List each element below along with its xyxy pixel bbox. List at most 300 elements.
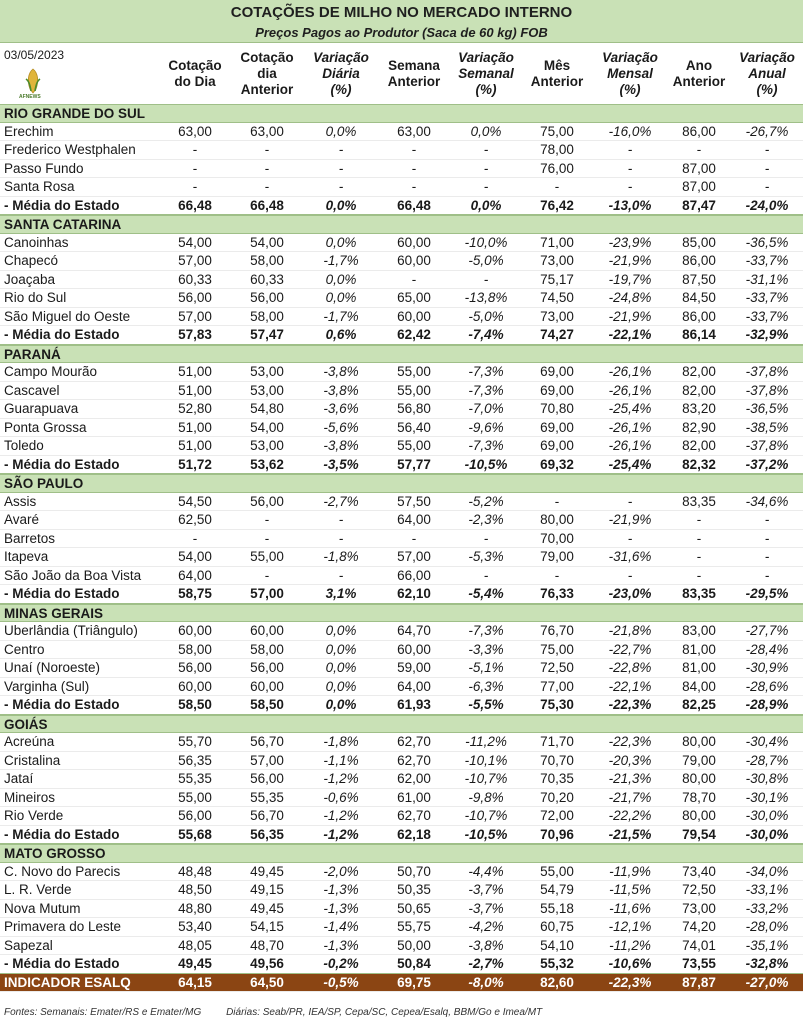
state-average-row <box>0 696 803 715</box>
cell-price: - <box>696 530 702 546</box>
cell-price: 72,50 <box>540 660 574 675</box>
cell-price: 69,00 <box>540 382 574 398</box>
cell-price: 62,50 <box>178 512 212 527</box>
quotation-table <box>0 104 803 992</box>
cell-variation: - <box>764 179 770 194</box>
cell-variation: -22,2% <box>608 808 652 823</box>
row-label: - Média do Estado <box>4 586 120 601</box>
cell-price: 58,00 <box>250 253 284 268</box>
cell-variation: -5,0% <box>468 253 504 268</box>
cell-variation: -6,3% <box>468 678 504 694</box>
cell-price: 53,00 <box>250 438 284 453</box>
cell-price: 49,56 <box>250 956 284 971</box>
column-header-1: Cotação do Dia <box>168 57 222 89</box>
footer-weekly-sources: Fontes: Semanais: Emater/RS e Emater/MG <box>4 1007 202 1018</box>
row-label: - Média do Estado <box>4 956 120 971</box>
city-row <box>0 437 803 456</box>
cell-price: 66,48 <box>397 197 431 213</box>
row-label: - Média do Estado <box>4 826 120 842</box>
cell-price: - <box>696 142 702 157</box>
column-header-5: Variação Semanal (%) <box>458 49 514 97</box>
cell-variation: 0,0% <box>325 678 357 694</box>
row-label: Varginha (Sul) <box>4 678 90 694</box>
cell-variation: -7,3% <box>468 382 504 398</box>
cell-price: 55,00 <box>397 364 431 379</box>
city-row <box>0 123 803 142</box>
cell-variation: - <box>627 530 633 546</box>
cell-price: 50,00 <box>397 937 431 953</box>
cell-price: 73,00 <box>540 308 574 324</box>
cell-variation: 0,0% <box>325 197 357 213</box>
cell-variation: -10,6% <box>608 956 652 971</box>
cell-variation: -3,5% <box>323 456 359 472</box>
cell-price: 57,77 <box>397 456 431 472</box>
cell-price: 55,35 <box>250 789 284 805</box>
cell-price: 87,00 <box>682 160 716 176</box>
cell-price: 75,00 <box>540 123 574 139</box>
cell-variation: -30,0% <box>745 826 789 842</box>
cell-variation: -37,8% <box>745 438 789 453</box>
cell-price: 61,93 <box>397 697 431 712</box>
cell-price: 70,20 <box>540 789 574 805</box>
cell-price: 70,35 <box>540 771 574 786</box>
state-average-row <box>0 585 803 604</box>
cell-variation: -23,0% <box>608 586 652 601</box>
cell-price: 79,00 <box>540 549 574 564</box>
cell-variation: -7,3% <box>468 364 504 379</box>
cell-price: 80,00 <box>682 771 716 786</box>
cell-variation: -7,4% <box>468 327 504 342</box>
cell-price: 63,00 <box>397 123 431 139</box>
cell-variation: -19,7% <box>608 271 652 287</box>
cell-price: 49,45 <box>250 900 284 916</box>
city-row <box>0 752 803 771</box>
cell-variation: - <box>627 567 633 583</box>
city-row <box>0 548 803 567</box>
cell-variation: -22,8% <box>608 660 652 675</box>
city-row <box>0 141 803 160</box>
cell-price: 60,00 <box>397 308 431 324</box>
cell-variation: - <box>338 567 344 583</box>
row-label: GOIÁS <box>4 716 48 732</box>
cell-price: 56,40 <box>397 419 431 435</box>
cell-price: 56,35 <box>178 752 212 768</box>
report-date: 03/05/2023 <box>4 48 65 62</box>
row-label: Erechim <box>4 123 54 139</box>
cell-variation: -3,8% <box>468 937 504 953</box>
city-row <box>0 400 803 419</box>
sheet-title: COTAÇÕES DE MILHO NO MERCADO INTERNO <box>230 4 573 21</box>
cell-variation: -10,7% <box>464 771 508 786</box>
cell-variation: - <box>338 512 344 527</box>
cell-variation: -5,1% <box>468 660 504 675</box>
cell-variation: -11,9% <box>609 863 651 879</box>
cell-price: - <box>411 179 417 194</box>
cell-price: 50,35 <box>397 882 431 897</box>
cell-price: 56,70 <box>250 734 284 749</box>
cell-variation: 0,6% <box>325 327 357 342</box>
state-header-row <box>0 715 803 734</box>
cell-price: 73,00 <box>540 253 574 268</box>
cell-variation: -1,1% <box>323 752 359 768</box>
city-row <box>0 567 803 586</box>
cell-price: 75,00 <box>540 641 574 657</box>
cell-variation: -33,7% <box>745 253 789 268</box>
cell-price: 69,32 <box>540 456 574 472</box>
cell-variation: -32,9% <box>745 327 789 342</box>
cell-price: 62,70 <box>397 734 431 749</box>
cell-variation: -28,9% <box>745 697 789 712</box>
cell-price: 48,70 <box>250 937 284 953</box>
cell-price: 56,00 <box>178 290 212 305</box>
cell-price: - <box>411 530 417 546</box>
city-row <box>0 419 803 438</box>
cell-variation: - <box>764 567 770 583</box>
cell-variation: -36,5% <box>745 401 789 416</box>
cell-price: 60,00 <box>397 641 431 657</box>
cell-price: 54,10 <box>540 937 574 953</box>
cell-variation: -3,8% <box>323 364 359 379</box>
cell-variation: -26,7% <box>745 123 789 139</box>
city-row <box>0 511 803 530</box>
cell-price: - <box>192 142 198 157</box>
cell-price: 58,50 <box>178 697 212 712</box>
cell-price: 56,00 <box>178 808 212 823</box>
cell-price: 56,70 <box>250 808 284 823</box>
cell-price: 54,00 <box>178 549 212 564</box>
cell-variation: -2,7% <box>323 493 359 509</box>
cell-price: 69,00 <box>540 419 574 435</box>
cell-variation: -36,5% <box>745 234 789 250</box>
cell-price: 60,00 <box>250 678 284 694</box>
column-header-8: Ano Anterior <box>672 57 726 89</box>
cell-price: 76,00 <box>540 160 574 176</box>
cell-price: 56,00 <box>250 771 284 786</box>
cell-variation: -16,0% <box>608 123 652 139</box>
cell-price: 64,00 <box>397 512 431 527</box>
city-row <box>0 493 803 512</box>
cell-variation: - <box>483 567 489 583</box>
cell-price: 54,00 <box>250 234 284 250</box>
state-header-row <box>0 474 803 493</box>
cell-price: 80,00 <box>682 808 716 823</box>
cell-price: 77,00 <box>540 678 574 694</box>
cell-variation: -20,3% <box>608 752 652 768</box>
state-header-row <box>0 604 803 623</box>
row-label: Ponta Grossa <box>4 419 87 435</box>
cell-price: 74,27 <box>540 327 574 342</box>
cell-price: 55,35 <box>178 771 212 786</box>
row-label: Mineiros <box>4 789 56 805</box>
row-label: Primavera do Leste <box>4 919 122 934</box>
cell-variation: -1,8% <box>323 734 359 749</box>
row-label: MINAS GERAIS <box>4 605 104 621</box>
cell-price: 86,00 <box>682 253 716 268</box>
city-row <box>0 770 803 789</box>
cell-price: 63,00 <box>250 123 284 139</box>
cell-variation: -10,1% <box>464 752 508 768</box>
cell-variation: -1,4% <box>323 919 359 934</box>
cell-variation: -34,6% <box>745 493 789 509</box>
cell-price: 64,15 <box>178 974 212 990</box>
cell-price: - <box>264 567 270 583</box>
cell-variation: -37,8% <box>745 382 789 398</box>
cell-price: - <box>192 179 198 194</box>
cell-variation: 0,0% <box>325 623 357 638</box>
cell-price: 57,00 <box>178 308 212 324</box>
row-label: Assis <box>4 493 37 509</box>
logo-text: AFNEWS <box>19 94 41 100</box>
state-header-row <box>0 104 803 123</box>
state-header-row <box>0 844 803 863</box>
cell-variation: -11,5% <box>609 882 651 897</box>
cell-variation: -11,2% <box>609 937 651 953</box>
column-header <box>0 43 803 104</box>
cell-variation: -33,7% <box>745 290 789 305</box>
cell-price: 82,00 <box>682 438 716 453</box>
cell-price: 74,20 <box>682 919 716 934</box>
city-row <box>0 382 803 401</box>
cell-variation: - <box>338 160 344 176</box>
cell-variation: -30,9% <box>745 660 789 675</box>
cell-price: 76,70 <box>540 623 574 638</box>
cell-variation: -37,2% <box>745 456 789 472</box>
cell-variation: -24,0% <box>745 197 789 213</box>
cell-variation: -28,6% <box>745 678 789 694</box>
cell-price: 84,50 <box>682 290 716 305</box>
cell-price: 58,50 <box>250 697 284 712</box>
cell-price: 57,00 <box>250 586 284 601</box>
row-label: Jataí <box>4 771 34 786</box>
cell-price: 54,00 <box>250 419 284 435</box>
row-label: São João da Boa Vista <box>4 567 142 583</box>
cell-price: 63,00 <box>178 123 212 139</box>
cell-variation: -5,4% <box>468 586 504 601</box>
title-bar <box>0 0 803 43</box>
cell-variation: -3,3% <box>468 641 504 657</box>
cell-variation: -2,3% <box>468 512 504 527</box>
cell-variation: - <box>764 160 770 176</box>
cell-price: 60,00 <box>178 623 212 638</box>
cell-price: 52,80 <box>178 401 212 416</box>
cell-price: 62,70 <box>397 752 431 768</box>
city-row <box>0 178 803 197</box>
row-label: Centro <box>4 641 45 657</box>
cell-variation: 0,0% <box>325 697 357 712</box>
cell-price: 60,00 <box>250 623 284 638</box>
cell-variation: - <box>338 179 344 194</box>
row-label: - Média do Estado <box>4 197 120 213</box>
cell-variation: -22,1% <box>608 678 652 694</box>
cell-variation: -22,7% <box>608 641 652 657</box>
cell-price: 73,40 <box>682 863 716 879</box>
row-label: MATO GROSSO <box>4 846 106 861</box>
cell-price: 85,00 <box>682 234 716 250</box>
cell-price: 82,00 <box>682 382 716 398</box>
city-row <box>0 733 803 752</box>
cell-price: 55,68 <box>178 826 212 842</box>
cell-price: - <box>264 530 270 546</box>
cell-price: 76,33 <box>540 586 574 601</box>
cell-price: 62,10 <box>397 586 431 601</box>
cell-variation: -34,0% <box>745 863 789 879</box>
row-label: Nova Mutum <box>4 900 81 916</box>
cell-variation: -0,5% <box>323 974 359 990</box>
row-label: Campo Mourão <box>4 364 98 379</box>
row-label: Guarapuava <box>4 401 79 416</box>
cell-variation: -3,7% <box>468 900 504 916</box>
corn-logo-icon <box>22 67 44 95</box>
cell-variation: -37,8% <box>745 364 789 379</box>
cell-variation: -10,0% <box>464 234 508 250</box>
cell-variation: 0,0% <box>325 290 357 305</box>
row-label: L. R. Verde <box>4 882 72 897</box>
cell-variation: 0,0% <box>325 123 357 139</box>
city-row <box>0 881 803 900</box>
city-row <box>0 252 803 271</box>
cell-variation: -3,7% <box>468 882 504 897</box>
cell-price: 75,30 <box>540 697 574 712</box>
cell-price: 82,32 <box>682 456 716 472</box>
cell-variation: -22,1% <box>608 327 652 342</box>
cell-price: 55,00 <box>178 789 212 805</box>
row-label: - Média do Estado <box>4 327 120 342</box>
cell-price: 48,48 <box>178 863 212 879</box>
cell-price: 69,75 <box>397 974 431 990</box>
cell-price: - <box>696 512 702 527</box>
cell-variation: -30,0% <box>745 808 789 823</box>
city-row <box>0 900 803 919</box>
row-label: Rio Verde <box>4 808 64 823</box>
cell-variation: -5,3% <box>468 549 504 564</box>
cell-variation: -22,3% <box>608 734 652 749</box>
cell-price: 53,00 <box>250 364 284 379</box>
cell-price: 86,00 <box>682 123 716 139</box>
cell-variation: -22,3% <box>608 697 652 712</box>
cell-price: 64,00 <box>397 678 431 694</box>
cell-price: 51,00 <box>178 364 212 379</box>
cell-price: 60,00 <box>178 678 212 694</box>
cell-price: 50,84 <box>397 956 431 971</box>
column-header-9: Variação Anual (%) <box>739 49 795 97</box>
cell-variation: 0,0% <box>470 123 502 139</box>
cell-price: 70,80 <box>540 401 574 416</box>
cell-price: 87,47 <box>682 197 716 213</box>
cell-variation: -28,4% <box>745 641 789 657</box>
state-average-row <box>0 326 803 345</box>
cell-variation: 0,0% <box>470 197 502 213</box>
cell-variation: -1,7% <box>323 253 359 268</box>
cell-variation: - <box>764 512 770 527</box>
cell-price: 50,65 <box>397 900 431 916</box>
cell-price: 65,00 <box>397 290 431 305</box>
cell-price: 54,15 <box>250 919 284 934</box>
cell-price: - <box>264 160 270 176</box>
cell-variation: -3,6% <box>323 401 359 416</box>
cell-variation: -33,7% <box>745 308 789 324</box>
cell-variation: - <box>764 530 770 546</box>
cell-variation: -8,0% <box>468 974 504 990</box>
cell-price: 50,70 <box>397 863 431 879</box>
cell-price: 81,00 <box>682 641 716 657</box>
cell-price: 57,00 <box>178 253 212 268</box>
cell-price: 87,50 <box>682 271 716 287</box>
row-label: Rio do Sul <box>4 290 67 305</box>
cell-price: 64,50 <box>250 974 284 990</box>
cell-variation: -7,3% <box>468 438 504 453</box>
cell-price: 56,35 <box>250 826 284 842</box>
cell-variation: 3,1% <box>325 586 357 601</box>
cell-variation: - <box>483 142 489 157</box>
cell-price: - <box>411 142 417 157</box>
cell-variation: -5,2% <box>468 493 504 509</box>
row-label: Chapecó <box>4 253 59 268</box>
cell-price: 59,00 <box>397 660 431 675</box>
cell-variation: -25,4% <box>608 456 652 472</box>
cell-price: 82,25 <box>682 697 716 712</box>
row-label: Toledo <box>4 438 44 453</box>
cell-price: 83,20 <box>682 401 716 416</box>
cell-variation: -24,8% <box>608 290 652 305</box>
cell-variation: -2,7% <box>468 956 504 971</box>
cell-variation: -9,6% <box>468 419 504 435</box>
cell-variation: -5,0% <box>468 308 504 324</box>
cell-price: 71,00 <box>540 234 574 250</box>
cell-price: 73,55 <box>682 956 716 971</box>
cell-variation: -30,1% <box>745 789 789 805</box>
cell-variation: -32,8% <box>745 956 789 971</box>
cell-variation: - <box>483 160 489 176</box>
cell-price: 70,00 <box>540 530 574 546</box>
row-label: PARANÁ <box>4 346 61 362</box>
cell-price: 53,62 <box>250 456 284 472</box>
row-label: INDICADOR ESALQ <box>4 974 131 990</box>
city-row <box>0 863 803 882</box>
cell-variation: -28,0% <box>745 919 789 934</box>
cell-price: 60,00 <box>397 234 431 250</box>
cell-price: 55,00 <box>540 863 574 879</box>
cell-variation: -10,5% <box>464 826 508 842</box>
indicator-row <box>0 974 803 993</box>
cell-price: 84,00 <box>682 678 716 694</box>
row-label: - Média do Estado <box>4 697 120 712</box>
row-label: Frederico Westphalen <box>4 142 136 157</box>
cell-variation: -38,5% <box>745 419 789 435</box>
cell-price: 57,47 <box>250 327 284 342</box>
cell-variation: -1,7% <box>323 308 359 324</box>
cell-price: 86,00 <box>682 308 716 324</box>
cell-variation: -5,5% <box>468 697 504 712</box>
cell-price: 54,00 <box>178 234 212 250</box>
cell-price: 69,00 <box>540 438 574 453</box>
row-label: RIO GRANDE DO SUL <box>4 106 146 121</box>
state-average-row <box>0 456 803 475</box>
city-row <box>0 789 803 808</box>
cell-price: 58,00 <box>178 641 212 657</box>
cell-variation: -21,8% <box>608 623 652 638</box>
row-label: Cristalina <box>4 752 61 768</box>
row-label: - Média do Estado <box>4 456 120 472</box>
row-label: São Miguel do Oeste <box>4 308 131 324</box>
cell-price: - <box>696 567 702 583</box>
cell-price: 71,70 <box>540 734 574 749</box>
cell-variation: 0,0% <box>325 271 357 287</box>
cell-variation: -25,4% <box>608 401 652 416</box>
cell-variation: -27,7% <box>745 623 789 638</box>
cell-price: - <box>696 549 702 564</box>
cell-variation: -1,3% <box>323 937 359 953</box>
cell-price: 60,75 <box>540 919 574 934</box>
